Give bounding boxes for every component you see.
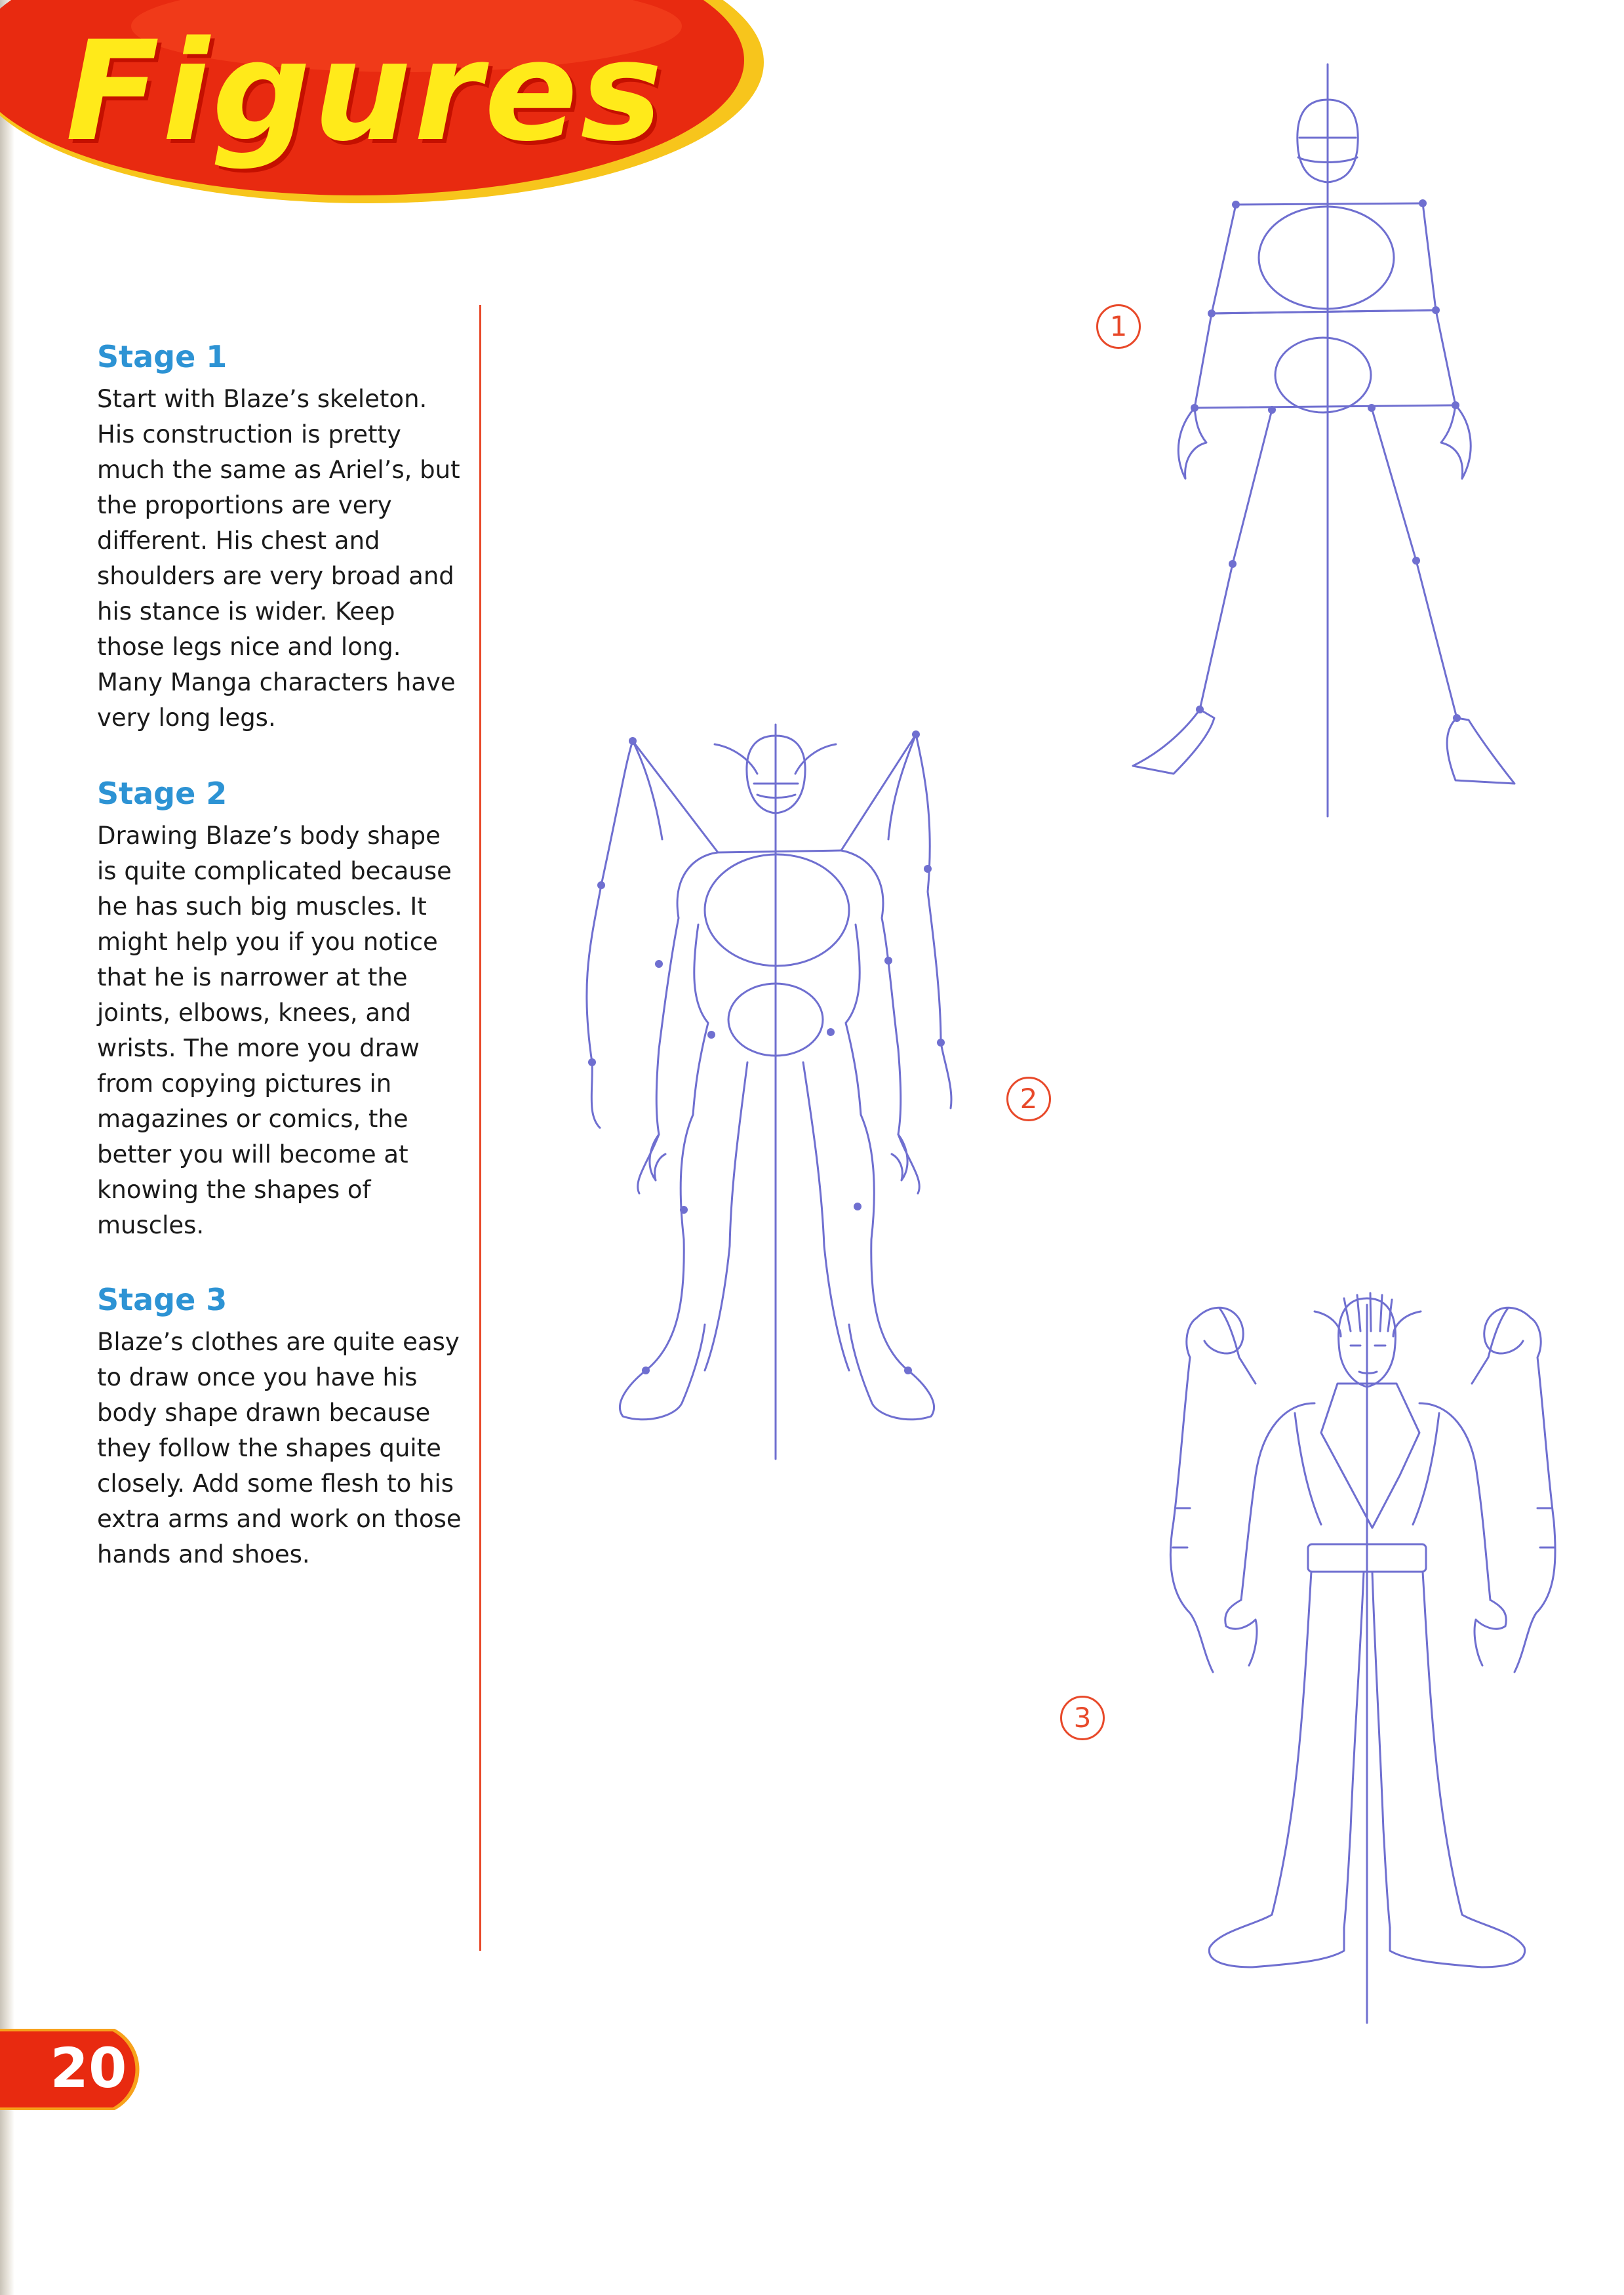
stage-1-heading: Stage 1 (97, 339, 228, 374)
stage-2-section (97, 772, 464, 1243)
stage-1-text: Start with Blaze’s skeleton. His construction is pretty much the same as Ariel’s, but the proportions are very different. His chest and shoulders are very broad and his stance is wider. Keep those legs nice and long. Many Manga characters have very long legs. (97, 385, 460, 732)
stage-2-marker: 2 (1006, 1077, 1051, 1121)
stage-3-text: Blaze’s clothes are quite easy to draw once you have his body shape drawn because they follow the shapes quite closely. Add some flesh to his extra arms and work on those hands and shoes. (97, 1328, 462, 1568)
stage-2-body-shape-drawing (567, 721, 990, 1466)
stage-3-section (97, 1279, 464, 1572)
stage-1-skeleton-drawing (1115, 59, 1534, 833)
stage-3-clothed-figure-drawing (1164, 1285, 1557, 2033)
stage-2-heading: Stage 2 (97, 776, 228, 811)
page-gutter-shadow (0, 0, 14, 2295)
stage-3-heading: Stage 3 (97, 1282, 228, 1317)
stage-1-marker: 1 (1096, 304, 1141, 349)
page-number: 20 (50, 2036, 127, 2100)
page-title: Figures (66, 11, 665, 172)
stage-1-section (97, 336, 464, 736)
stage-3-marker: 3 (1060, 1696, 1105, 1740)
stage-2-text: Drawing Blaze’s body shape is quite complicated because he has such big muscles. It might help you if you notice that he is narrower at the joints, elbows, knees, and wrists. The more you draw from copying pictures in magazines or comics, the better you will become at knowing the shapes of muscles. (97, 822, 452, 1239)
column-divider (479, 305, 481, 1951)
